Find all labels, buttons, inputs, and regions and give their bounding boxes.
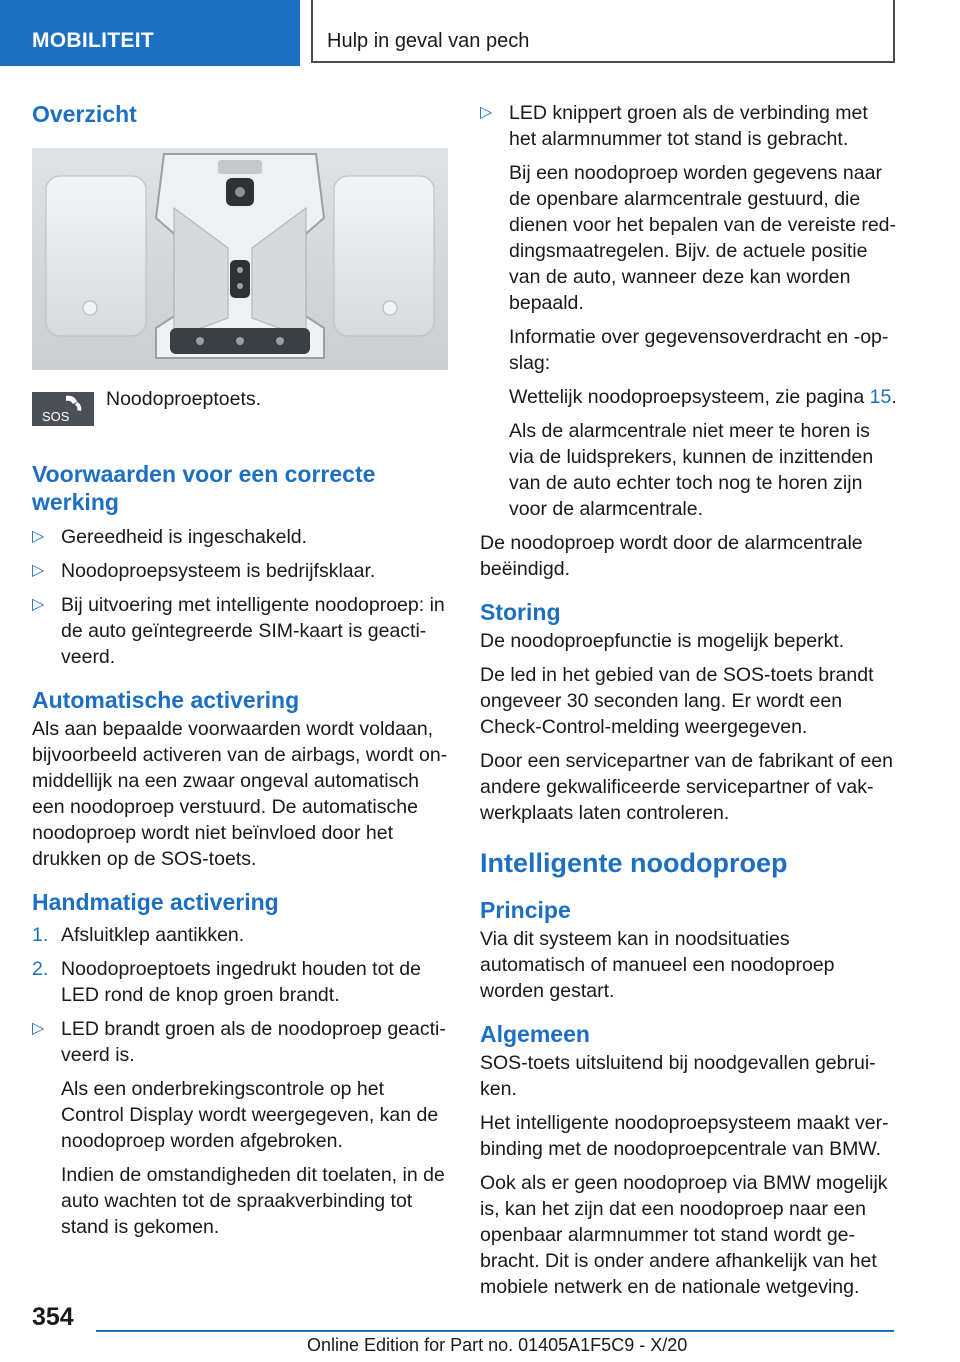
heading-principe: Principe <box>480 897 571 923</box>
heading-algemeen: Algemeen <box>480 1021 590 1047</box>
overhead-console-photo <box>32 148 448 370</box>
sos-key-row <box>32 386 448 444</box>
algemeen-text: Het intelligente noodoproepsysteem maakt verbinding met de noodoproepcentrale van BMW. <box>480 1112 889 1160</box>
list-item: ▷ Gereedheid is ingeschakeld. <box>32 526 308 548</box>
principe-text: Via dit systeem kan in noodsituaties automatisch of manueel een noodoproep worden gestart. <box>480 928 835 1002</box>
page-header <box>0 0 960 66</box>
led-blink-detail: Wettelijk noodoproepsysteem, zie pagina 15. <box>509 386 897 408</box>
auto-activation-text: Als aan bepaalde voorwaarden wordt voldaan, bijvoorbeeld activeren van de airbags, wordt onmiddellijk na een zwaar ongeval automatisch een noodoproep verstuurd. De automatische noodoproep wordt niet beïnvloed door het drukken op de SOS-toets. <box>32 718 448 870</box>
list-item: ▷ LED knippert groen als de verbinding met het alarmnummer tot stand is gebracht. <box>480 102 868 150</box>
section-title: Hulp in geval van pech <box>311 0 895 63</box>
heading-intelligent: Intelligente noodoproep <box>480 848 788 878</box>
sos-icon-label: SOS <box>42 409 70 424</box>
footer-divider <box>96 1330 894 1332</box>
chapter-tab: MOBILITEIT <box>0 0 300 66</box>
heading-storing: Storing <box>480 599 561 625</box>
footer-edition: Online Edition for Part no. 01405A1F5C9 - X/20 <box>307 1335 688 1355</box>
heading-conditions: Voorwaarden voor een correcte werking <box>32 461 376 515</box>
page-number: 354 <box>32 1303 74 1331</box>
list-item: ▷ Bij uitvoering met intelligente noodoproep: in de auto geïntegreerde SIM-kaart is geactiveerd. <box>32 594 445 668</box>
led-blink-detail: Als de alarmcentrale niet meer te horen is via de luidsprekers, kunnen de inzittenden van de auto echter toch nog te horen zijn voor de alarmcentrale. <box>509 420 874 520</box>
list-item: ▷ LED brandt groen als de noodoproep geactiveerd is. <box>32 1018 446 1066</box>
triangle-bullet-icon: ▷ <box>32 528 45 545</box>
heading-overview: Overzicht <box>32 101 137 127</box>
left-column <box>32 100 448 1248</box>
led-blink-detail: Bij een noodoproep worden gegevens naar de openbare alarmcentrale gestuurd, die dienen voor het bepalen van de vereiste reddingsmaatregelen. Bijv. de actuele positie van de auto, wanneer deze kan worden bepaald. <box>509 162 897 314</box>
storing-text: Door een servicepartner van de fabrikant of een andere gekwalificeerde servicepartner of vakwerkplaats laten controleren. <box>480 750 893 824</box>
led-green-detail: Indien de omstandigheden dit toelaten, in de auto wachten tot de spraakverbinding tot stand is gekomen. <box>61 1164 445 1238</box>
algemeen-text: Ook als er geen noodoproep via BMW mogelijk is, kan het zijn dat een noodoproep naar een openbaar alarmnummer tot stand wordt gebracht. Dit is onder andere afhankelijk van het mobiele netwerk en de nationale wetgeving. <box>480 1172 888 1298</box>
heading-manual-activation: Handmatige activering <box>32 889 279 915</box>
heading-auto-activation: Automatische activering <box>32 687 300 713</box>
storing-text: De led in het gebied van de SOS-toets brandt ongeveer 30 seconden lang. Er wordt een Check-Control-melding weergegeven. <box>480 664 874 738</box>
triangle-bullet-icon: ▷ <box>32 596 45 613</box>
sos-phone-icon <box>32 392 94 426</box>
list-item: ▷ Noodoproepsysteem is bedrijfsklaar. <box>32 560 376 582</box>
algemeen-text: SOS-toets uitsluitend bij noodgevallen gebruiken. <box>480 1052 876 1100</box>
step-item: 1. Afsluitklep aantikken. <box>32 924 245 946</box>
led-green-detail: Als een onderbrekingscontrole op het Control Display wordt weergegeven, kan de noodoproep worden afgebroken. <box>61 1078 439 1152</box>
end-call-text: De noodoproep wordt door de alarmcentrale beëindigd. <box>480 532 863 580</box>
triangle-bullet-icon: ▷ <box>32 1020 45 1037</box>
sos-caption: Noodoproeptoets. <box>106 388 262 410</box>
led-blink-detail: Informatie over gegevensoverdracht en -opslag: <box>509 326 889 374</box>
triangle-bullet-icon: ▷ <box>32 562 45 579</box>
step-item: 2. Noodoproeptoets ingedrukt houden tot de LED rond de knop groen brandt. <box>32 958 421 1006</box>
right-column <box>480 100 898 1308</box>
storing-text: De noodoproepfunctie is mogelijk beperkt. <box>480 630 845 652</box>
triangle-bullet-icon: ▷ <box>480 104 493 121</box>
page-link[interactable]: 15 <box>869 386 892 408</box>
